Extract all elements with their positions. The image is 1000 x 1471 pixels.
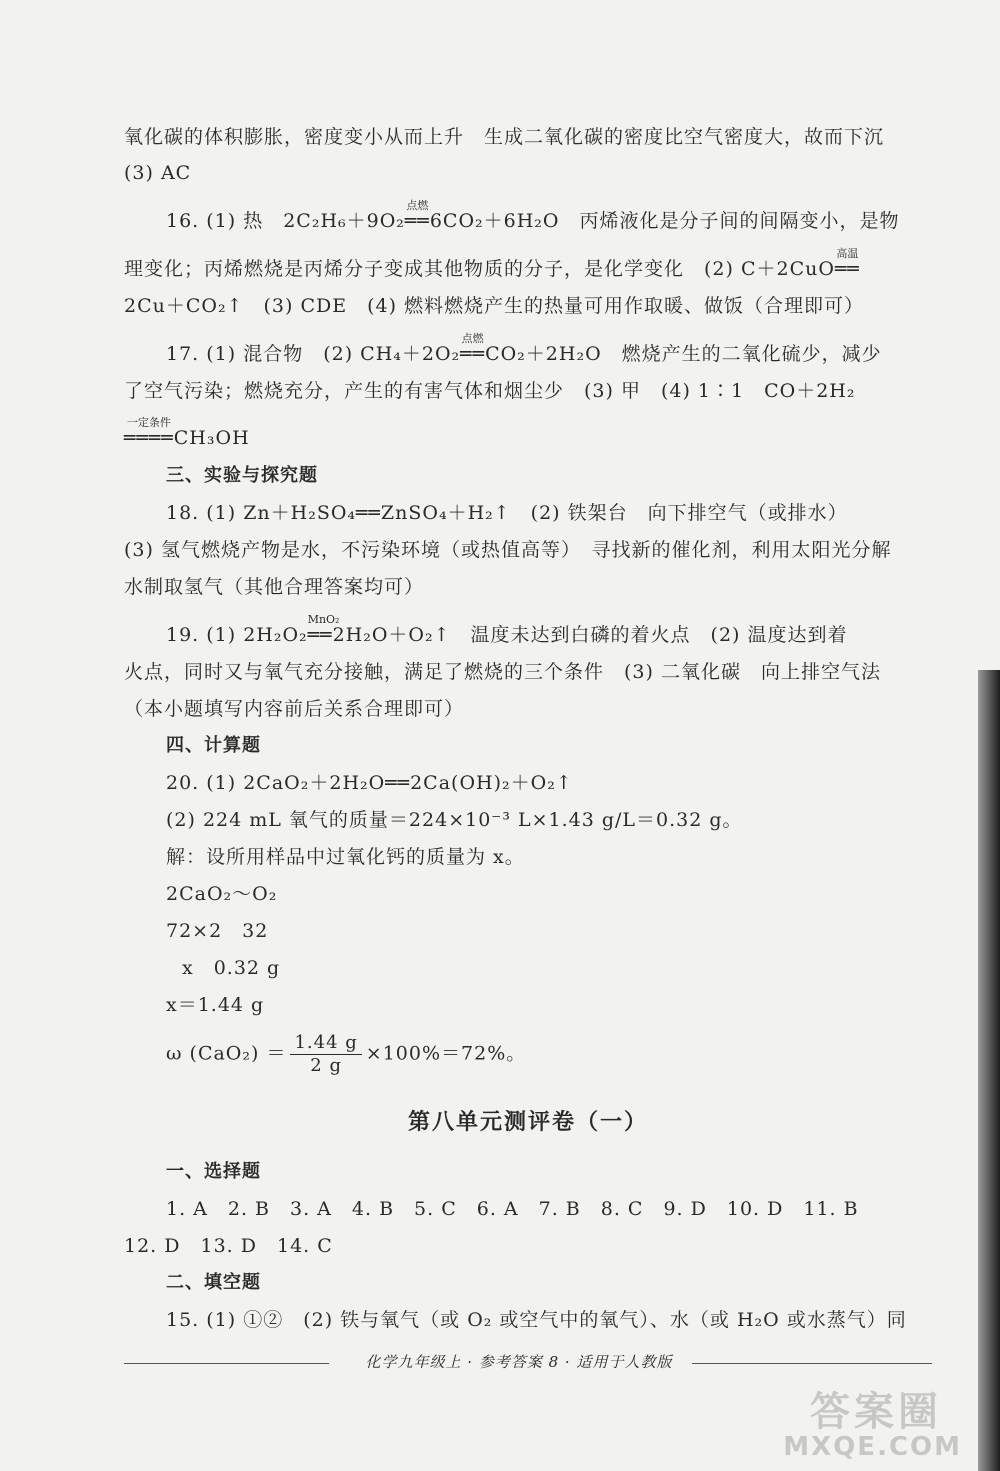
page-footer <box>124 1351 932 1375</box>
watermark-url: MXQE.COM <box>783 1432 962 1462</box>
watermark-logo: 答案圈 <box>810 1389 942 1435</box>
text-line: 了空气污染；燃烧充分，产生的有害气体和烟尘少 (3) 甲 (4) 1∶1 CO＋2H₂ <box>124 380 856 402</box>
text-line: x 0.32 g <box>182 957 281 979</box>
text-line: 解：设所用样品中过氧化钙的质量为 x。 <box>166 846 525 868</box>
reaction-arrow: 点燃 ══ <box>460 341 485 367</box>
text-line <box>124 416 250 451</box>
reaction-condition: 点燃 <box>461 332 484 345</box>
text-line: (2) 224 mL 氧气的质量＝224×10⁻³ L×1.43 g/L＝0.32 g。 <box>166 809 743 831</box>
fraction <box>290 1032 361 1077</box>
text-segment: CO₂＋2H₂O 燃烧产生的二氧化硫少，减少 <box>485 343 882 365</box>
text-segment: 2H₂O＋O₂↑ 温度未达到白磷的着火点 (2) 温度达到着 <box>332 624 848 646</box>
text-line: 火点，同时又与氧气充分接触，满足了燃烧的三个条件 (3) 二氧化碳 向上排空气法 <box>124 661 881 683</box>
text-line: x＝1.44 g <box>166 994 265 1016</box>
formula-line <box>166 1032 526 1077</box>
text-segment: CH₃OH <box>173 427 250 449</box>
reaction-arrow: 高温 ══ <box>835 256 860 282</box>
section-heading: 二、填空题 <box>166 1272 261 1293</box>
reaction-condition: 点燃 <box>406 199 429 212</box>
reaction-arrow: 点燃 ══ <box>405 208 430 234</box>
text-segment: ×100%＝72%。 <box>365 1042 527 1065</box>
text-line: 72×2 32 <box>166 920 269 942</box>
reaction-arrow: MnO₂ ══ <box>308 622 333 648</box>
text-segment: 理变化；丙烯燃烧是丙烯分子变成其他物质的分子，是化学变化 (2) C＋2CuO <box>124 258 835 280</box>
text-line: 氧化碳的体积膨胀，密度变小从而上升 生成二氧化碳的密度比空气密度大，故而下沉 <box>124 126 885 148</box>
choice-answers: 1. A 2. B 3. A 4. B 5. C 6. A 7. B 8. C 9. D 10. D 11. B <box>166 1198 859 1220</box>
text-line <box>124 247 860 282</box>
reaction-condition: MnO₂ <box>307 613 340 626</box>
answer-20-line: 20. (1) 2CaO₂＋2H₂O══2Ca(OH)₂＋O₂↑ <box>166 772 573 794</box>
reaction-condition: 一定条件 <box>126 416 171 429</box>
footer-rule <box>124 1363 329 1364</box>
footer-rule <box>692 1363 932 1364</box>
section-heading: 一、选择题 <box>166 1161 261 1182</box>
answer-17-line <box>166 332 882 367</box>
answer-15-line: 15. (1) ①② (2) 铁与氧气（或 O₂ 或空气中的氧气）、水（或 H₂O 或水蒸气）同 <box>166 1309 907 1331</box>
choice-answers: 12. D 13. D 14. C <box>124 1235 333 1257</box>
fraction-denominator: 2 g <box>310 1055 342 1076</box>
answer-19-line <box>166 613 848 648</box>
text-segment: 19. (1) 2H₂O₂ <box>166 624 308 646</box>
reaction-arrow: 一定条件 ════ <box>124 425 174 451</box>
text-line: (3) 氢气燃烧产物是水，不污染环境（或热值高等） 寻找新的催化剂，利用太阳光分解 <box>124 539 892 561</box>
unit-title: 第八单元测评卷（一） <box>407 1110 648 1135</box>
answer-16-line <box>166 199 900 234</box>
page-edge-shadow <box>978 670 1000 1471</box>
section-heading: 三、实验与探究题 <box>166 465 318 486</box>
section-heading: 四、计算题 <box>166 735 261 756</box>
text-line: 2CaO₂～O₂ <box>166 883 278 905</box>
text-line: （本小题填写内容前后关系合理即可） <box>124 698 465 720</box>
fraction-numerator: 1.44 g <box>290 1032 361 1055</box>
text-line: 水制取氢气（其他合理答案均可） <box>124 576 425 598</box>
footer-text: 化学九年级上 · 参考答案 8 · 适用于人教版 <box>365 1353 673 1371</box>
text-segment: 6CO₂＋6H₂O 丙烯液化是分子间的间隔变小，是物 <box>429 210 900 232</box>
text-segment: 16. (1) 热 2C₂H₆＋9O₂ <box>166 210 405 232</box>
answer-18-line: 18. (1) Zn＋H₂SO₄══ZnSO₄＋H₂↑ (2) 铁架台 向下排空气（或排水） <box>166 502 848 524</box>
reaction-condition: 高温 <box>836 247 859 260</box>
text-segment: ω (CaO₂) ＝ <box>166 1042 287 1065</box>
text-line: 2Cu＋CO₂↑ (3) CDE (4) 燃料燃烧产生的热量可用作取暖、做饭（合理即可） <box>124 295 865 317</box>
text-segment: 17. (1) 混合物 (2) CH₄＋2O₂ <box>166 343 461 365</box>
text-line: (3) AC <box>124 162 192 184</box>
